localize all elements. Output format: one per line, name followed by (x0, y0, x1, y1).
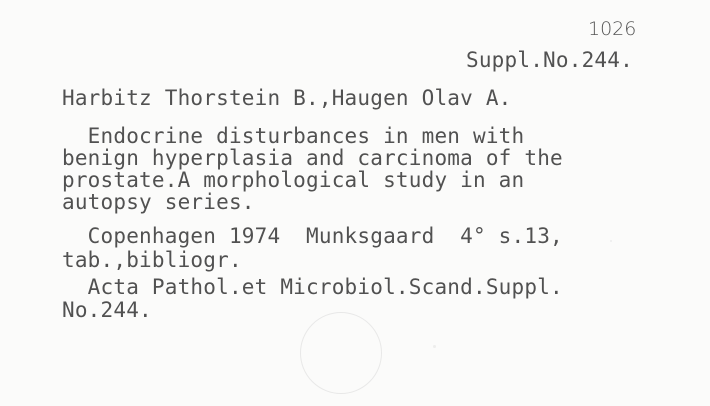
body-line: tab.,bibliogr. (62, 248, 242, 272)
supplement-number: Suppl.No.244. (466, 48, 633, 72)
body-line: Endocrine disturbances in men with (62, 124, 525, 148)
card-number: 1026 (588, 18, 637, 40)
body-line: Copenhagen 1974 Munksgaard 4° s.13, (62, 224, 563, 248)
body-line: autopsy series. (62, 190, 255, 214)
body-line: benign hyperplasia and carcinoma of the (62, 146, 563, 170)
body-line: prostate.A morphological study in an (62, 168, 525, 192)
body-line: No.244. (62, 298, 152, 322)
author-line: Harbitz Thorstein B.,Haugen Olav A. (62, 86, 512, 110)
paper-speck (433, 345, 436, 348)
body-line: Acta Pathol.et Microbiol.Scand.Suppl. (62, 275, 563, 299)
paper-mark (300, 312, 382, 394)
paper-speck (610, 240, 612, 242)
